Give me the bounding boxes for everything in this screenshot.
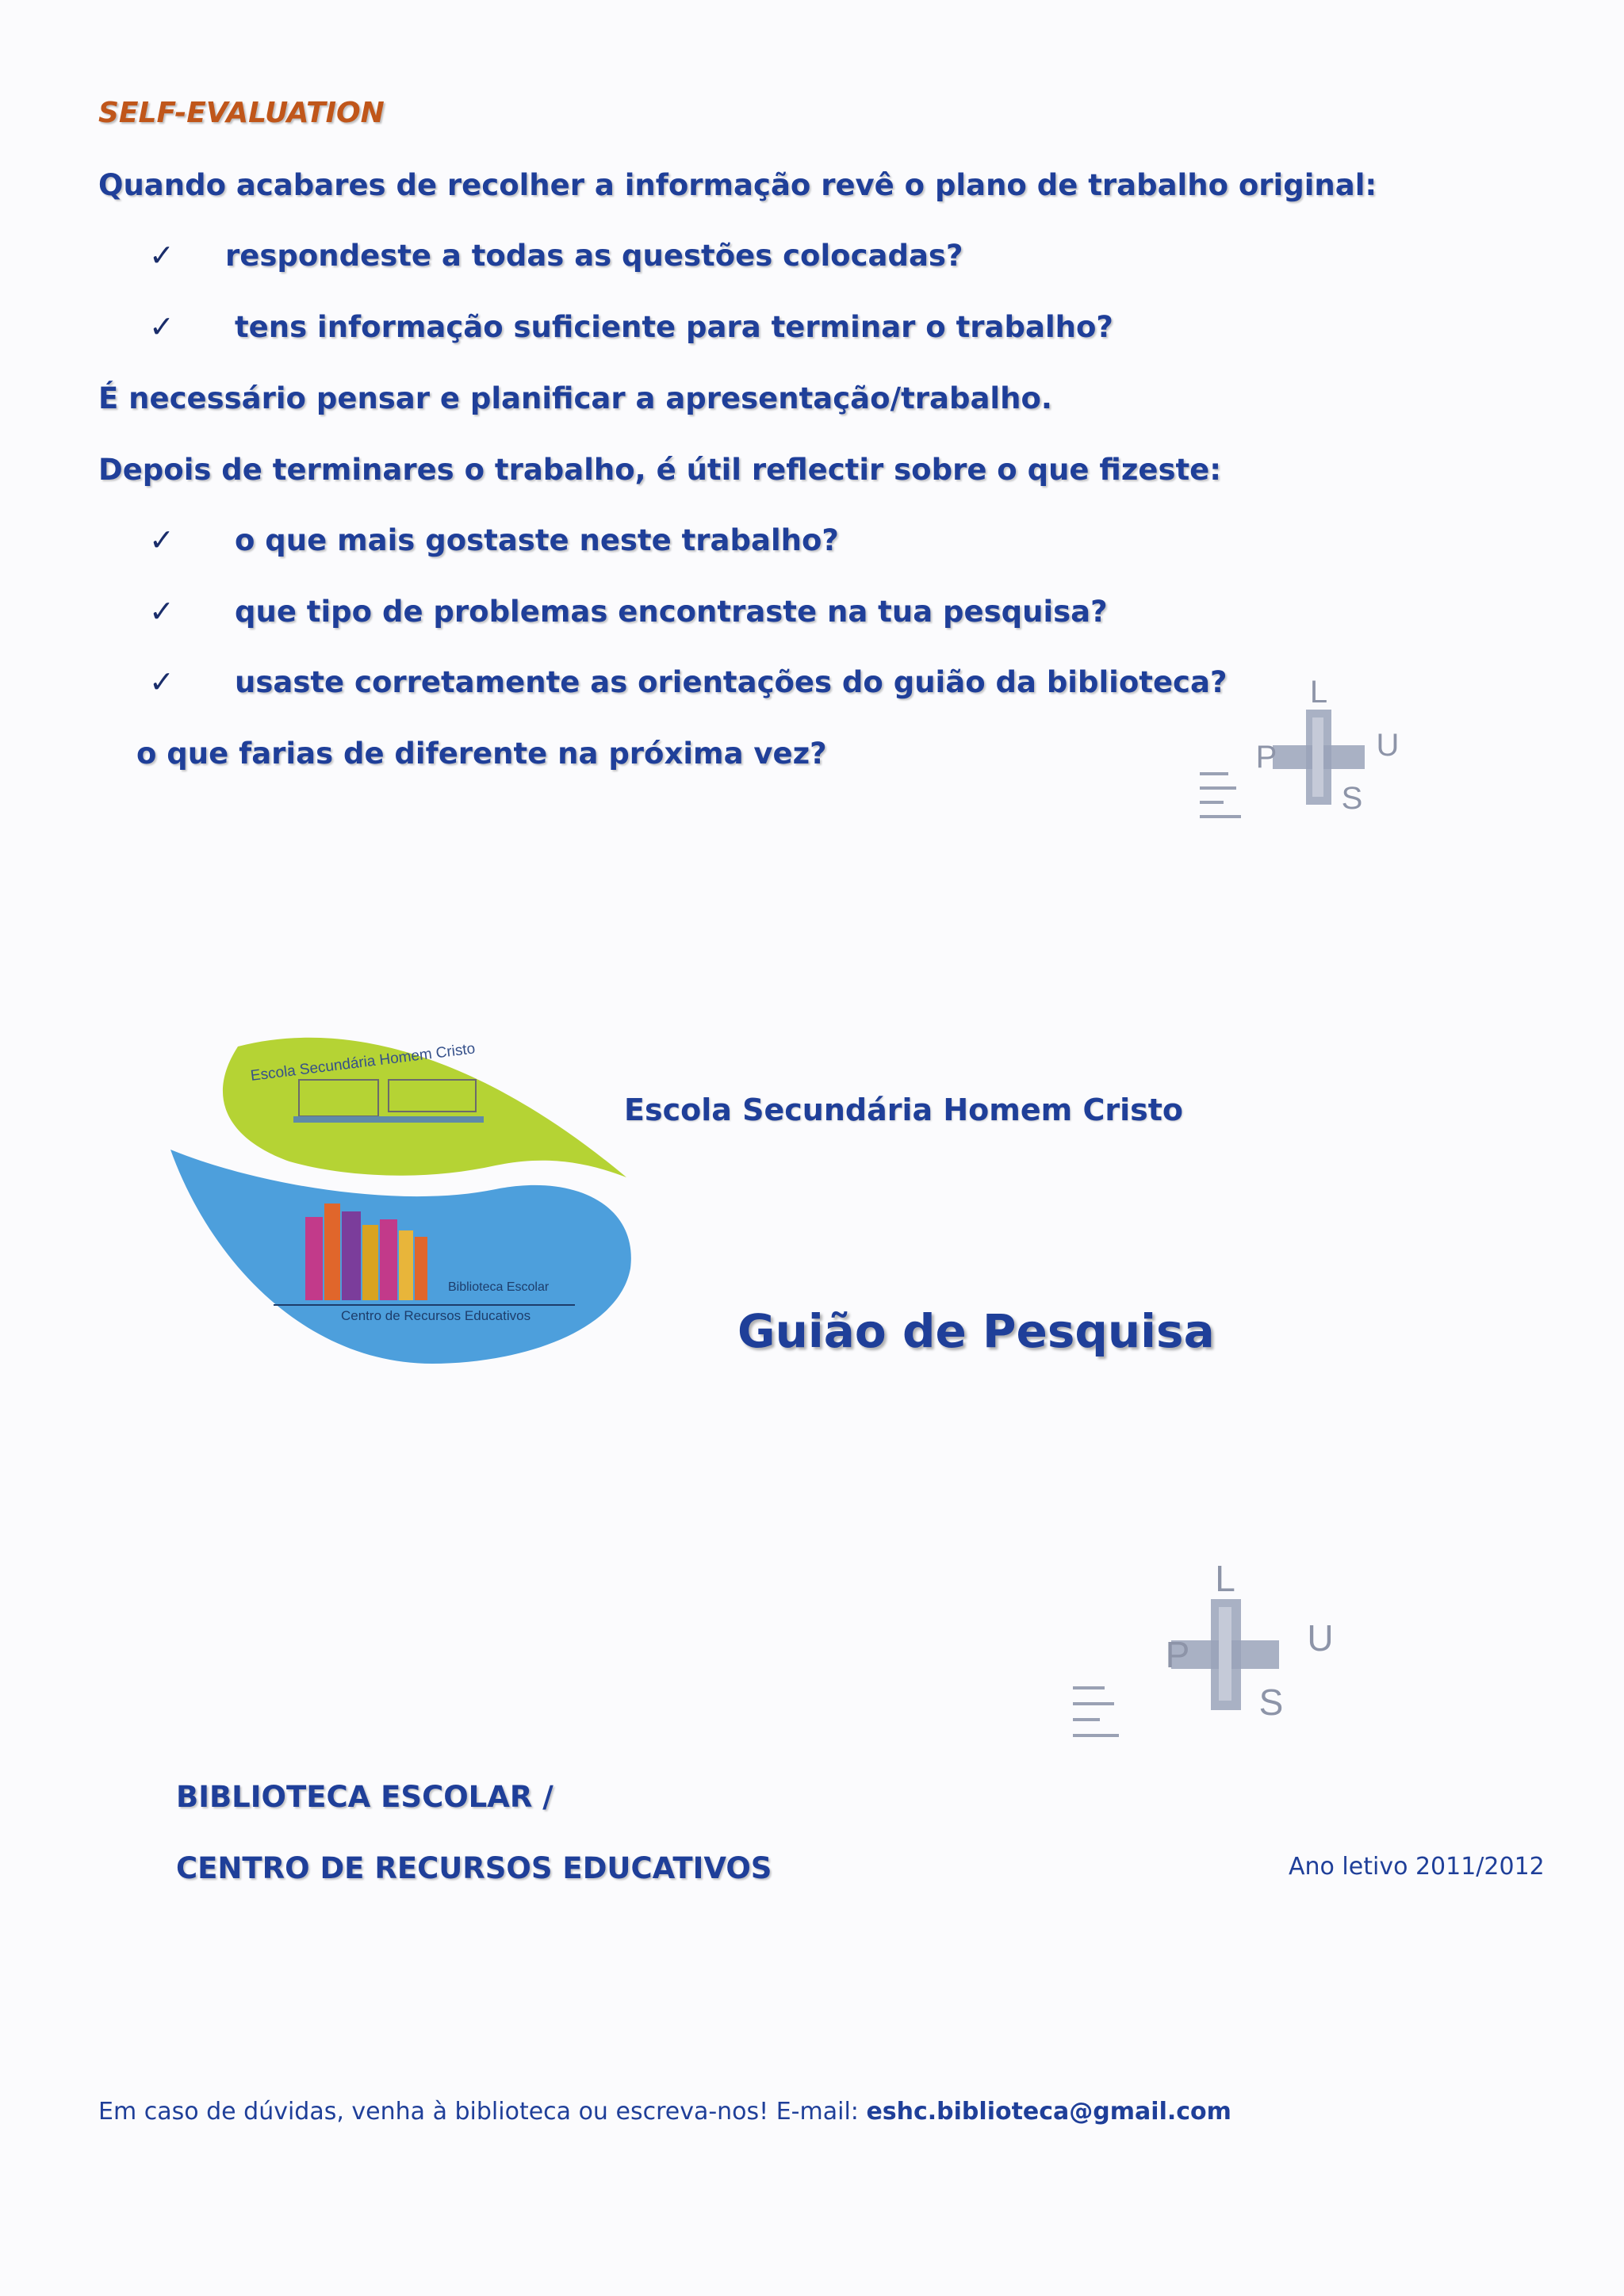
plus-letter-s: S	[1258, 1682, 1284, 1723]
guide-title: Guião de Pesquisa	[737, 1304, 1215, 1358]
check-icon: ✓	[149, 309, 174, 344]
plus-logo-top	[1193, 674, 1423, 832]
school-name: Escola Secundária Homem Cristo	[624, 1093, 1184, 1127]
footer-contact	[98, 2098, 1231, 2126]
logo-bottom-line2: Centro de Recursos Educativos	[341, 1308, 531, 1323]
plus-legend-lines	[1200, 772, 1241, 818]
check-icon: ✓	[149, 594, 174, 629]
plus-legend-lines	[1073, 1686, 1119, 1737]
plus-letter-p: P	[1255, 740, 1277, 775]
check-item-5: usaste corretamente as orientações do guião da biblioteca?	[235, 665, 1228, 699]
check-icon: ✓	[149, 664, 174, 699]
last-question: o que farias de diferente na próxima vez?	[136, 737, 827, 771]
footer-email[interactable]: eshc.biblioteca@gmail.com	[866, 2098, 1231, 2126]
check-icon: ✓	[149, 522, 174, 557]
check-icon: ✓	[149, 238, 174, 273]
intro-paragraph: Quando acabares de recolher a informação revê o plano de trabalho original:	[98, 168, 1377, 202]
logo-bottom-line1: Biblioteca Escolar	[448, 1280, 550, 1294]
section-title: SELF-EVALUATION	[98, 97, 385, 129]
plus-letter-l: L	[1215, 1558, 1235, 1599]
check-item-1: respondeste a todas as questões colocadas?	[225, 239, 963, 273]
school-year: Ano letivo 2011/2012	[1289, 1853, 1545, 1881]
check-item-2: tens informação suficiente para terminar o trabalho?	[235, 310, 1113, 344]
plus-letter-u: U	[1307, 1617, 1334, 1659]
plus-letter-l: L	[1309, 675, 1328, 710]
check-item-3: o que mais gostaste neste trabalho?	[235, 523, 839, 557]
plus-letter-p: P	[1165, 1634, 1190, 1675]
after-paragraph: Depois de terminares o trabalho, é útil reflectir sobre o que fizeste:	[98, 453, 1222, 487]
library-line-1: BIBLIOTECA ESCOLAR /	[176, 1780, 553, 1814]
check-item-4: que tipo de problemas encontraste na tua pesquisa?	[235, 595, 1108, 629]
plus-letter-u: U	[1376, 728, 1400, 763]
plus-letter-s: S	[1341, 781, 1363, 816]
logo-arc-text: Escola Secundária Homem Cristo	[249, 1040, 477, 1085]
library-line-2: CENTRO DE RECURSOS EDUCATIVOS	[176, 1851, 772, 1885]
footer-text: Em caso de dúvidas, venha à biblioteca ou escreva-nos! E-mail:	[98, 2098, 867, 2126]
school-logo	[163, 1023, 642, 1368]
plus-logo-bottom	[1067, 1558, 1336, 1740]
plan-paragraph: É necessário pensar e planificar a apresentação/trabalho.	[98, 381, 1052, 415]
